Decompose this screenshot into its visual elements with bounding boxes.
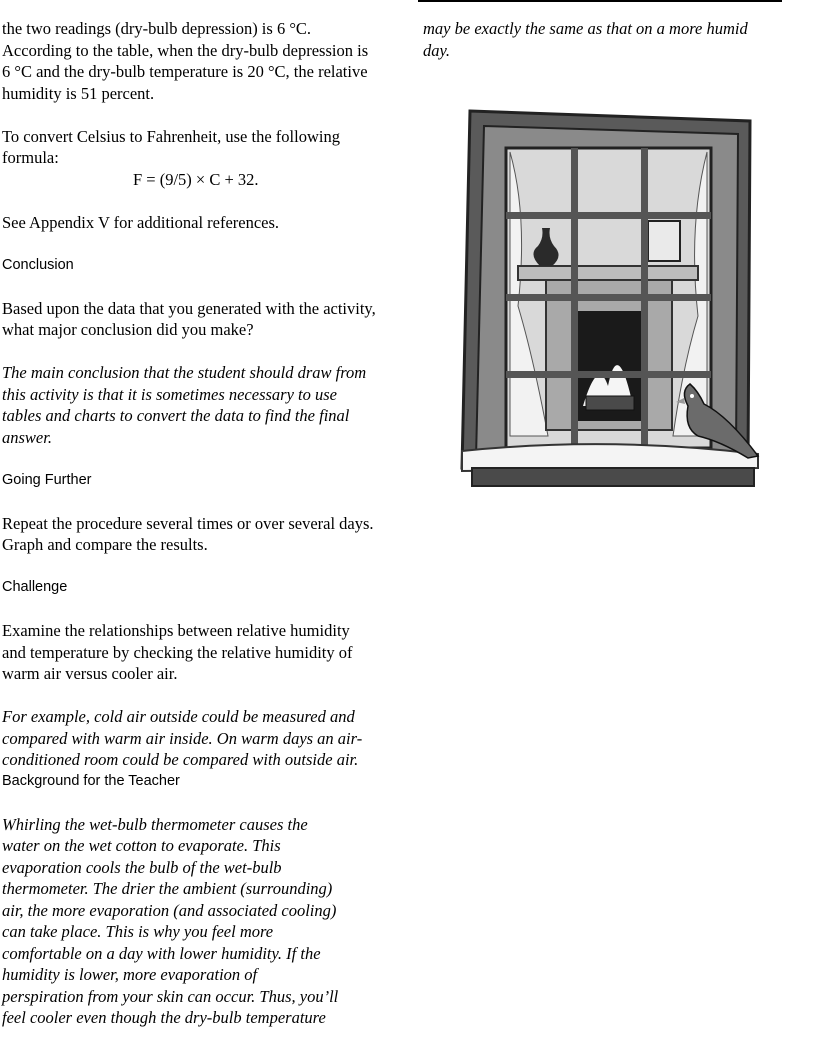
muntin-vertical-2 (641, 148, 648, 448)
left-column (2, 18, 402, 1029)
whirling-paragraph: Whirling the wet-bulb thermometer causes the water on the wet cotton to evaporate. This evaporation cools the bulb of the wet-bulb thermometer. The drier the ambient (surrounding) air, the more evaporation (and associated cooling) can take place. This is why you feel more comfortable on a day with lower humidity. If the humidity is lower, more evaporation of perspiration from your skin can occur. Thus, you’ll feel cooler even though the dry-bulb temperature (2, 814, 339, 1027)
muntin-vertical-1 (571, 148, 578, 448)
question-paragraph: Based upon the data that you generated with the activity, what major conclusion did you make? (2, 298, 376, 339)
heading-going-further: Going Further (2, 471, 92, 488)
muntin-horizontal-1 (506, 212, 711, 219)
heading-conclusion: Conclusion (2, 256, 74, 273)
answer-paragraph: The main conclusion that the student should draw from this activity is that it is sometimes necessary to use tables and charts to convert the data to find the final answer. (2, 363, 367, 447)
muntin-horizontal-3 (506, 371, 711, 378)
convert-paragraph: To convert Celsius to Fahrenheit, use the following formula: (2, 126, 340, 167)
heading-challenge: Challenge (2, 579, 68, 595)
example-paragraph: For example, cold air outside could be measured and compared with warm air inside. On warm days an air- conditioned room could be compared with outside air. (2, 707, 363, 769)
examine-paragraph: Examine the relationships between relative humidity and temperature by checking the relative humidity of warm air versus cooler air. (2, 621, 353, 683)
muntin-horizontal-2 (506, 294, 711, 301)
logs (586, 396, 634, 410)
right-column (423, 18, 793, 61)
window-illustration (458, 106, 768, 496)
appendix-paragraph: See Appendix V for additional references. (2, 212, 280, 232)
wall-picture (648, 221, 680, 261)
heading-background: Background for the Teacher (2, 772, 180, 789)
continued-paragraph: may be exactly the same as that on a more humid day. (423, 19, 748, 60)
repeat-paragraph: Repeat the procedure several times or over several days. Graph and compare the results. (2, 513, 374, 554)
top-rule (418, 0, 782, 2)
reading-paragraph: the two readings (dry-bulb depression) is 6 °C. According to the table, when the dry-bulb depression is 6 °C and the dry-bulb temperature is 20 °C, the relative humidity is 51 percent. (2, 19, 369, 103)
formula: F = (9/5) × C + 32. (133, 169, 259, 189)
mantel (518, 266, 698, 280)
sill-board (472, 468, 754, 486)
